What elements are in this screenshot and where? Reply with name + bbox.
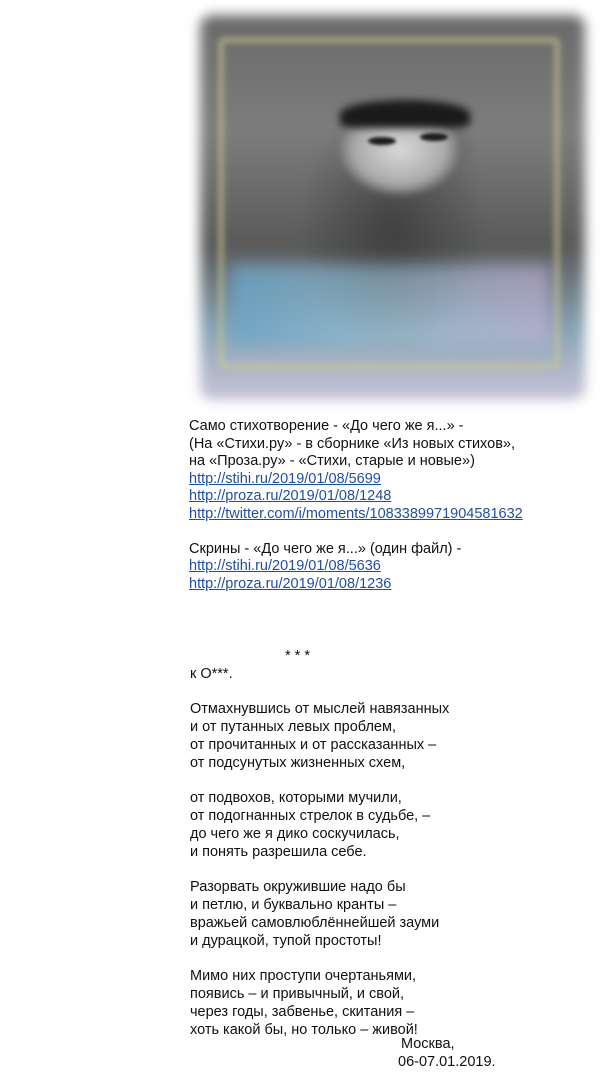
poem-line: от подогнанных стрелок в судьбе, – [190,808,431,825]
poem-line: и петлю, и буквально кранты – [190,897,397,914]
photo-left-eye [368,137,396,145]
poem-line: и дурацкой, тупой простоты! [190,932,382,949]
link-proza-screens[interactable]: http://proza.ru/2019/01/08/1236 [189,575,392,592]
poem-line: появись – и привычный, и свой, [190,986,405,1003]
poem-line: от прочитанных и от рассказанных – [190,736,437,753]
poem-line: Отмахнувшись от мыслей навязанных [190,701,450,718]
proza-collection-line: на «Проза.ру» - «Стихи, старые и новые») [189,453,475,469]
poem-line: до чего же я дико соскучилась, [190,825,400,842]
poem-line: Разорвать окружившие надо бы [190,879,406,896]
poem-line: через годы, забвенье, скитания – [190,1003,415,1020]
links-block [189,418,523,593]
screens-line: Скрины - «До чего же я...» (один файл) - [189,540,462,557]
link-twitter-moment[interactable]: http://twitter.com/i/moments/1083389971904581632 [189,505,523,522]
photo-right-eye [420,133,448,141]
poem-line: Мимо них проступи очертаньями, [190,968,417,985]
poem-line: и от путанных левых проблем, [190,719,396,736]
signature-date: 06-07.01.2019. [398,1053,496,1070]
signature [398,1036,496,1072]
collection-line: (На «Стихи.ру» - в сборнике «Из новых стихов», [189,435,516,452]
poem-line: от подвохов, которыми мучили, [190,790,402,807]
photo-lower-tint [230,265,550,345]
poem-line: от подсунутых жизненных схем, [190,754,406,771]
poem-reference-line: Само стихотворение - «До чего же я...» - [189,418,464,434]
poem-line: и понять разрешила себе. [190,843,367,860]
poem-dedication: к О***. [190,665,233,682]
photo-hair [340,100,470,128]
poem-line: вражьей самовлюблённейшей зауми [190,914,440,931]
link-proza-poem[interactable]: http://proza.ru/2019/01/08/1248 [189,488,392,504]
poem [190,648,449,1040]
portrait-photo [200,15,585,400]
poem-stars: * * * [285,648,310,664]
poem-line: хоть какой бы, но только – живой! [190,1021,418,1038]
link-stihi-screens[interactable]: http://stihi.ru/2019/01/08/5636 [189,558,381,574]
link-stihi-poem[interactable]: http://stihi.ru/2019/01/08/5699 [189,470,381,487]
signature-city: Москва, [401,1036,455,1052]
